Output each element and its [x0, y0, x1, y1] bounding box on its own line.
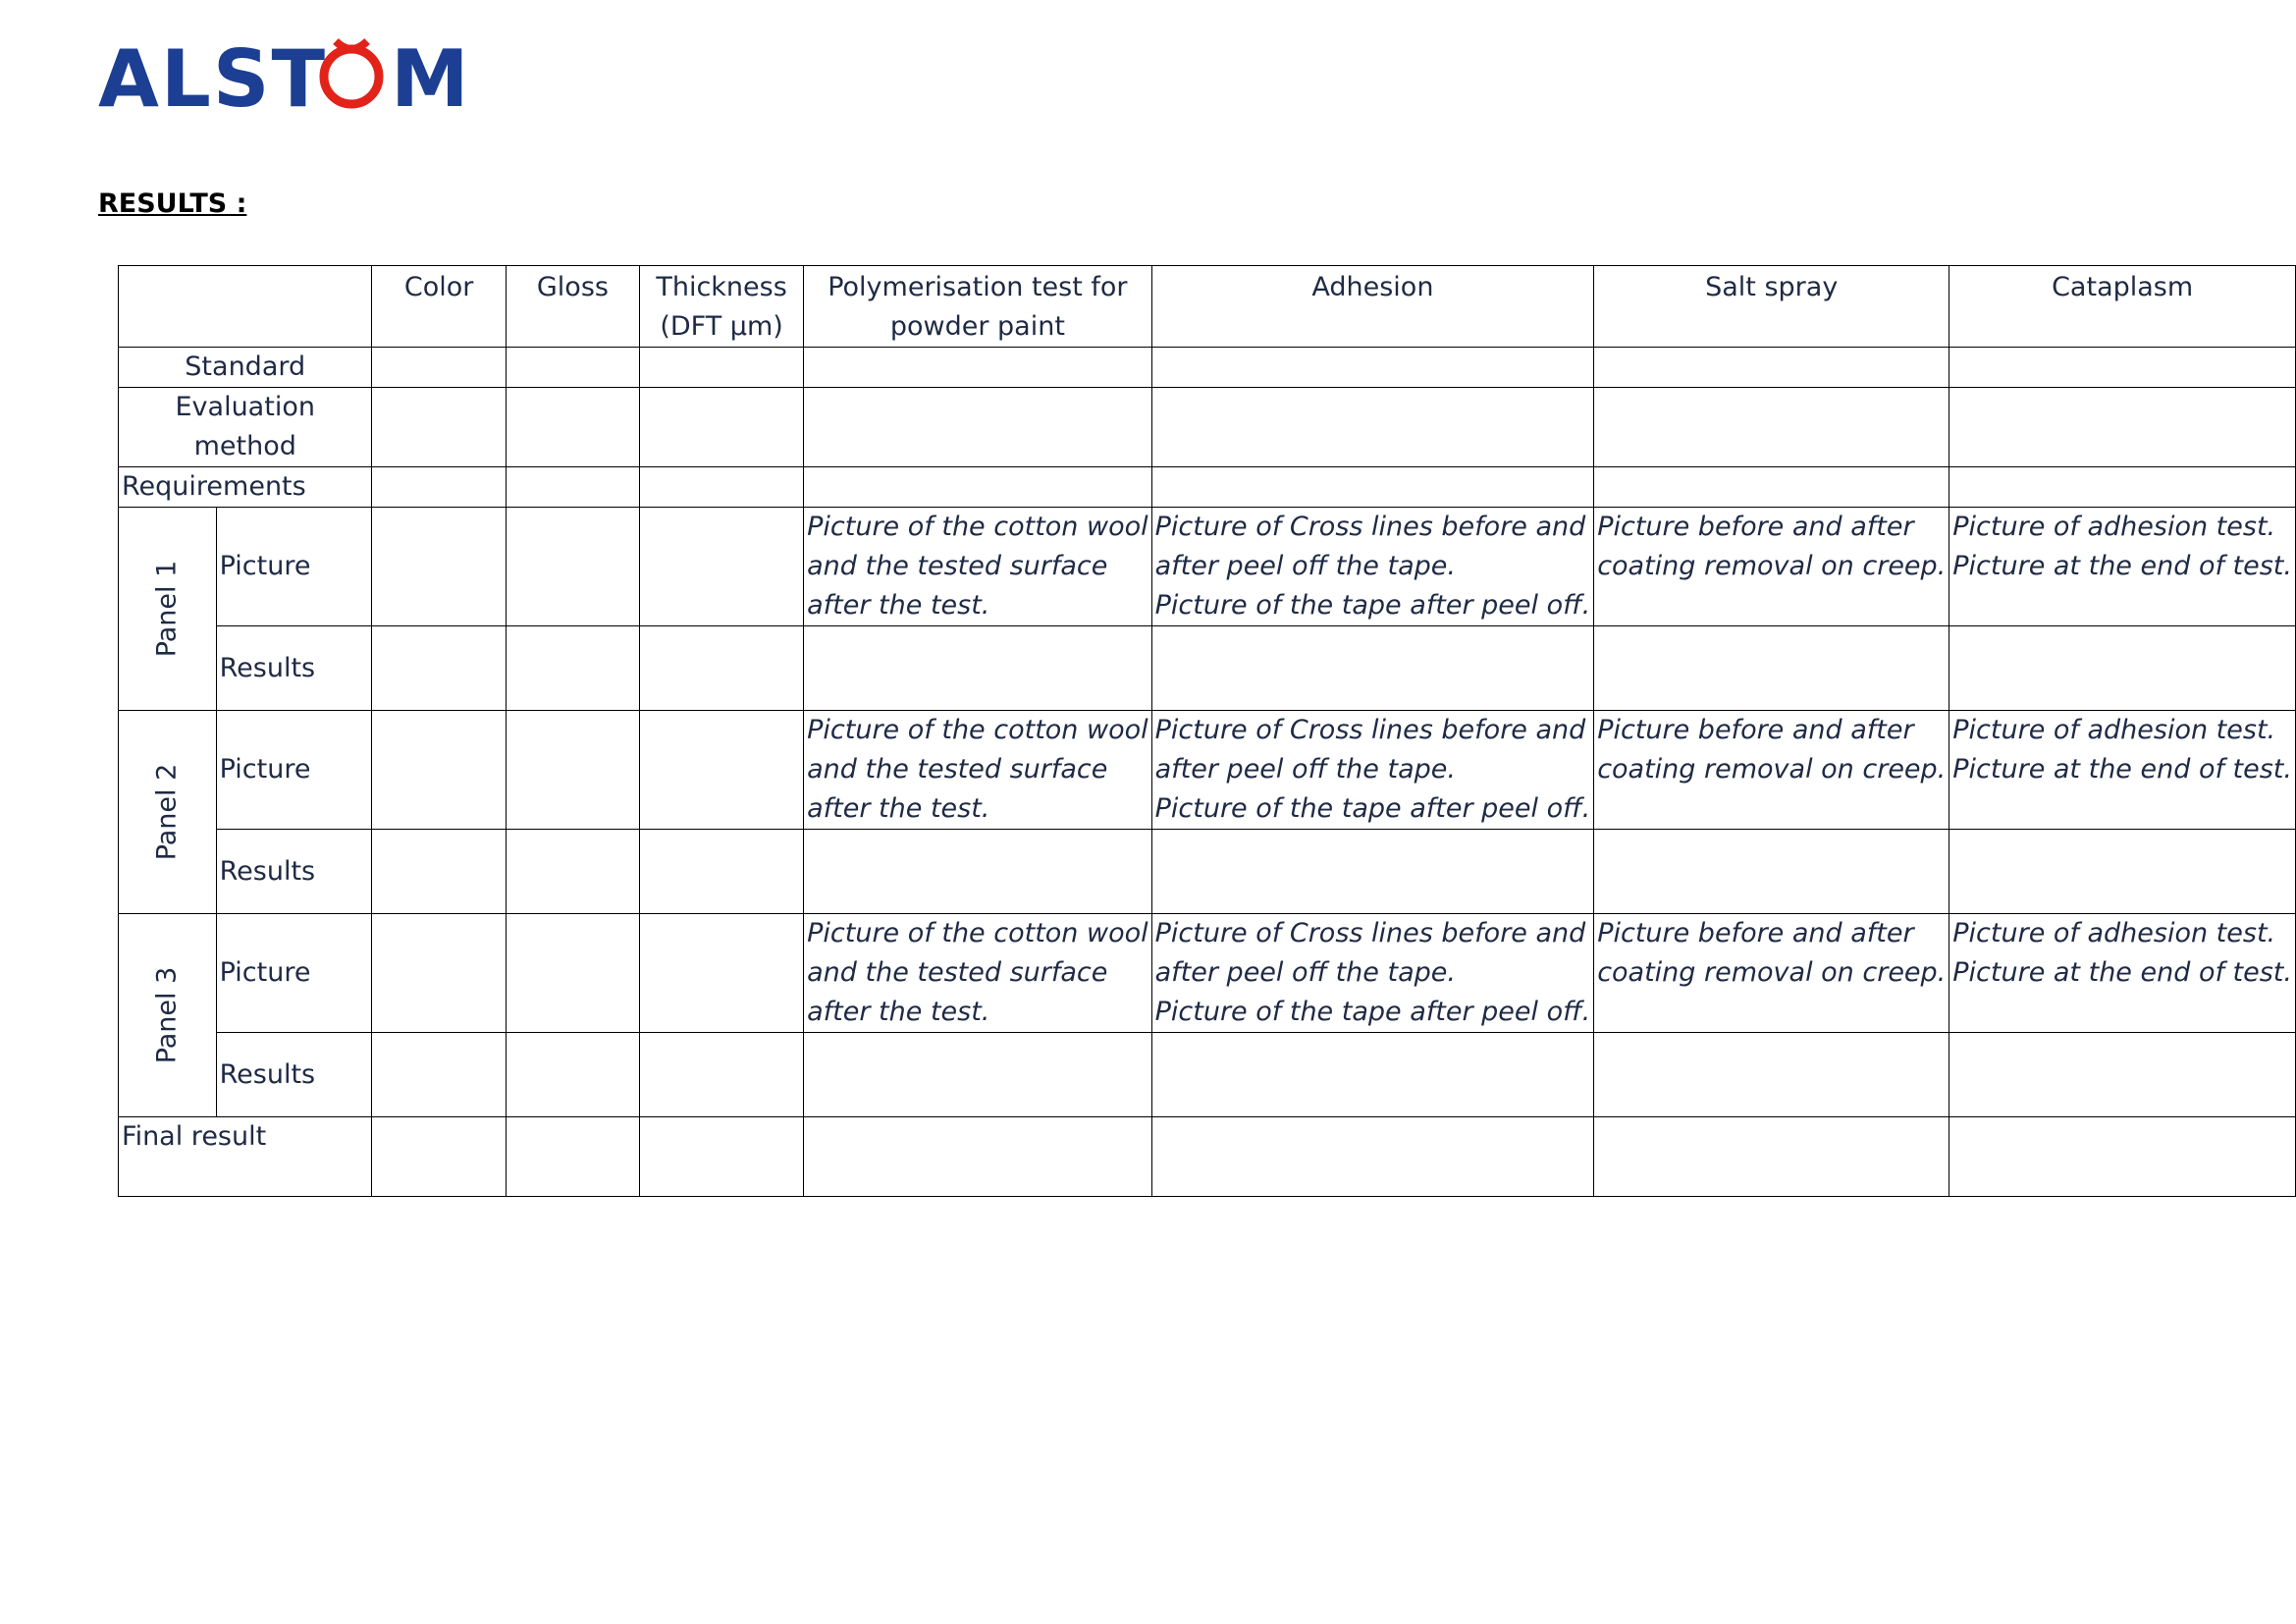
- panel-1-results-row: [119, 626, 2296, 711]
- evaluation-color[interactable]: [372, 388, 506, 467]
- panel-3-picture-adhesion[interactable]: Picture of Cross lines before and after peel off the tape. Picture of the tape after peel off.: [1151, 914, 1594, 1033]
- standard-row: [119, 348, 2296, 388]
- requirements-color[interactable]: [372, 467, 506, 508]
- requirements-thickness[interactable]: [640, 467, 804, 508]
- panel-3-results-cataplasm[interactable]: [1949, 1033, 2296, 1117]
- panel-1-picture-color[interactable]: [372, 508, 506, 626]
- row-label-results: Results: [216, 830, 372, 914]
- row-label-results: Results: [216, 626, 372, 711]
- final-polymerisation[interactable]: [804, 1117, 1152, 1197]
- panel-3-results-polymerisation[interactable]: [804, 1033, 1152, 1117]
- col-header-adhesion: Adhesion: [1151, 266, 1594, 348]
- col-header-salt-spray: Salt spray: [1594, 266, 1949, 348]
- panel-2-results-polymerisation[interactable]: [804, 830, 1152, 914]
- panel-1-results-polymerisation[interactable]: [804, 626, 1152, 711]
- col-header-polymerisation: Polymerisation test for powder paint: [804, 266, 1152, 348]
- standard-cataplasm[interactable]: [1949, 348, 2296, 388]
- panel-3-picture-color[interactable]: [372, 914, 506, 1033]
- final-gloss[interactable]: [506, 1117, 639, 1197]
- panel-2-picture-color[interactable]: [372, 711, 506, 830]
- panel-1-picture-adhesion[interactable]: Picture of Cross lines before and after peel off the tape. Picture of the tape after peel off.: [1151, 508, 1594, 626]
- panel-2-picture-thickness[interactable]: [640, 711, 804, 830]
- evaluation-method-row: [119, 388, 2296, 467]
- panel-2-results-thickness[interactable]: [640, 830, 804, 914]
- panel-3-picture-thickness[interactable]: [640, 914, 804, 1033]
- panel-3-picture-salt-spray[interactable]: Picture before and after coating removal on creep.: [1594, 914, 1949, 1033]
- panel-2-results-cataplasm[interactable]: [1949, 830, 2296, 914]
- panel-2-picture-cataplasm[interactable]: Picture of adhesion test. Picture at the end of test.: [1949, 711, 2296, 830]
- svg-text:M: M: [391, 35, 469, 114]
- panel-3-picture-gloss[interactable]: [506, 914, 639, 1033]
- panel-2-picture-polymerisation[interactable]: Picture of the cotton wool and the tested surface after the test.: [804, 711, 1152, 830]
- requirements-gloss[interactable]: [506, 467, 639, 508]
- col-header-color: Color: [372, 266, 506, 348]
- standard-gloss[interactable]: [506, 348, 639, 388]
- final-cataplasm[interactable]: [1949, 1117, 2296, 1197]
- panel-3-picture-cataplasm[interactable]: Picture of adhesion test. Picture at the end of test.: [1949, 914, 2296, 1033]
- panel-3-results-thickness[interactable]: [640, 1033, 804, 1117]
- requirements-adhesion[interactable]: [1151, 467, 1594, 508]
- panel-2-results-color[interactable]: [372, 830, 506, 914]
- standard-polymerisation[interactable]: [804, 348, 1152, 388]
- standard-salt-spray[interactable]: [1594, 348, 1949, 388]
- panel-1-picture-row: [119, 508, 2296, 626]
- panel-2-picture-gloss[interactable]: [506, 711, 639, 830]
- results-table: [118, 265, 2296, 1197]
- panel-3-results-salt-spray[interactable]: [1594, 1033, 1949, 1117]
- requirements-polymerisation[interactable]: [804, 467, 1152, 508]
- panel-1-picture-cataplasm[interactable]: Picture of adhesion test. Picture at the end of test.: [1949, 508, 2296, 626]
- panel-3-picture-row: [119, 914, 2296, 1033]
- svg-text:ALST: ALST: [98, 35, 328, 114]
- panel-1-picture-gloss[interactable]: [506, 508, 639, 626]
- row-label-evaluation-method: Evaluation method: [119, 388, 372, 467]
- requirements-cataplasm[interactable]: [1949, 467, 2296, 508]
- row-label-results: Results: [216, 1033, 372, 1117]
- panel-3-results-gloss[interactable]: [506, 1033, 639, 1117]
- col-header-cataplasm: Cataplasm: [1949, 266, 2296, 348]
- panel-2-label: Panel 2: [119, 711, 217, 914]
- panel-1-results-thickness[interactable]: [640, 626, 804, 711]
- evaluation-polymerisation[interactable]: [804, 388, 1152, 467]
- final-thickness[interactable]: [640, 1117, 804, 1197]
- header-row: [119, 266, 2296, 348]
- evaluation-salt-spray[interactable]: [1594, 388, 1949, 467]
- results-heading: RESULTS :: [98, 189, 247, 219]
- panel-2-picture-row: [119, 711, 2296, 830]
- panel-2-picture-adhesion[interactable]: Picture of Cross lines before and after peel off the tape. Picture of the tape after peel off.: [1151, 711, 1594, 830]
- row-label-picture: Picture: [216, 914, 372, 1033]
- row-label-requirements: Requirements: [119, 467, 372, 508]
- panel-3-label: Panel 3: [119, 914, 217, 1117]
- standard-thickness[interactable]: [640, 348, 804, 388]
- panel-1-results-gloss[interactable]: [506, 626, 639, 711]
- final-color[interactable]: [372, 1117, 506, 1197]
- panel-3-results-color[interactable]: [372, 1033, 506, 1117]
- row-label-standard: Standard: [119, 348, 372, 388]
- panel-2-results-gloss[interactable]: [506, 830, 639, 914]
- evaluation-gloss[interactable]: [506, 388, 639, 467]
- panel-3-results-row: [119, 1033, 2296, 1117]
- alstom-logo: [98, 35, 471, 114]
- col-header-thickness: Thickness (DFT µm): [640, 266, 804, 348]
- requirements-row: [119, 467, 2296, 508]
- panel-2-results-salt-spray[interactable]: [1594, 830, 1949, 914]
- panel-3-results-adhesion[interactable]: [1151, 1033, 1594, 1117]
- panel-1-results-salt-spray[interactable]: [1594, 626, 1949, 711]
- standard-adhesion[interactable]: [1151, 348, 1594, 388]
- panel-1-picture-polymerisation[interactable]: Picture of the cotton wool and the tested surface after the test.: [804, 508, 1152, 626]
- standard-color[interactable]: [372, 348, 506, 388]
- final-salt-spray[interactable]: [1594, 1117, 1949, 1197]
- panel-1-picture-salt-spray[interactable]: Picture before and after coating removal on creep.: [1594, 508, 1949, 626]
- evaluation-thickness[interactable]: [640, 388, 804, 467]
- panel-1-picture-thickness[interactable]: [640, 508, 804, 626]
- panel-3-picture-polymerisation[interactable]: Picture of the cotton wool and the tested surface after the test.: [804, 914, 1152, 1033]
- panel-2-picture-salt-spray[interactable]: Picture before and after coating removal on creep.: [1594, 711, 1949, 830]
- panel-1-results-cataplasm[interactable]: [1949, 626, 2296, 711]
- panel-1-label: Panel 1: [119, 508, 217, 711]
- requirements-salt-spray[interactable]: [1594, 467, 1949, 508]
- panel-1-results-adhesion[interactable]: [1151, 626, 1594, 711]
- evaluation-adhesion[interactable]: [1151, 388, 1594, 467]
- panel-1-results-color[interactable]: [372, 626, 506, 711]
- row-label-final-result: Final result: [119, 1117, 372, 1197]
- evaluation-cataplasm[interactable]: [1949, 388, 2296, 467]
- panel-2-results-row: [119, 830, 2296, 914]
- final-result-row: [119, 1117, 2296, 1197]
- col-header-gloss: Gloss: [506, 266, 639, 348]
- panel-2-results-adhesion[interactable]: [1151, 830, 1594, 914]
- final-adhesion[interactable]: [1151, 1117, 1594, 1197]
- row-label-picture: Picture: [216, 711, 372, 830]
- corner-cell: [119, 266, 372, 348]
- row-label-picture: Picture: [216, 508, 372, 626]
